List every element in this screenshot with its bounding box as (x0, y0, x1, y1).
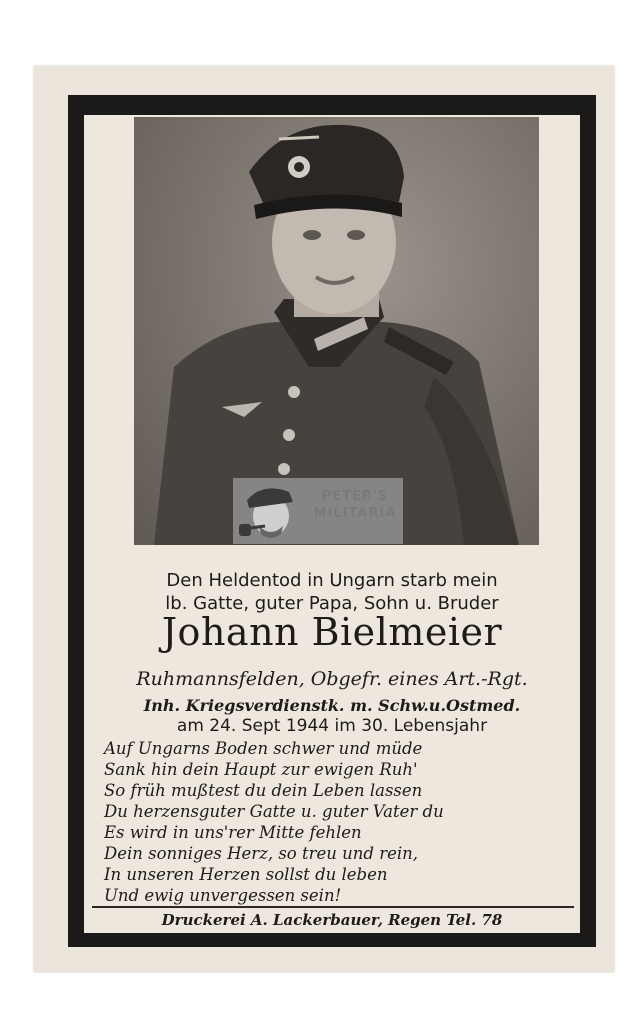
poem-line: Es wird in uns'rer Mitte fehlen (104, 823, 362, 842)
poem-line: Sank hin dein Haupt zur ewigen Ruh' (104, 760, 418, 779)
poem-line: So früh mußtest du dein Leben lassen (104, 781, 423, 800)
poem-line: Auf Ungarns Boden schwer und müde (104, 739, 423, 758)
announcement-line1: Den Heldentod in Ungarn starb mein (166, 570, 498, 591)
watermark-text (305, 488, 405, 522)
divider (92, 906, 574, 908)
decorations: Inh. Kriegsverdienstk. m. Schw.u.Ostmed. (143, 696, 521, 715)
announcement-line2: lb. Gatte, guter Papa, Sohn u. Bruder (165, 593, 499, 614)
deceased-name: Johann Bielmeier (161, 610, 503, 654)
printer-credit: Druckerei A. Lackerbauer, Regen Tel. 78 (161, 911, 503, 929)
watermark-line1: PETER'S (321, 489, 389, 504)
poem-line: In unseren Herzen sollst du leben (104, 865, 388, 884)
origin-rank: Ruhmannsfelden, Obgefr. eines Art.-Rgt. (136, 668, 528, 690)
watermark-line2: MILITARIA (313, 506, 397, 521)
poem-line: Und ewig unvergessen sein! (104, 886, 342, 905)
death-date: am 24. Sept 1944 im 30. Lebensjahr (176, 716, 488, 736)
poem-line: Dein sonniges Herz, so treu und rein, (104, 844, 418, 863)
pipe-smoker-logo-icon (233, 478, 303, 544)
poem-line: Du herzensguter Gatte u. guter Vater du (104, 802, 444, 821)
